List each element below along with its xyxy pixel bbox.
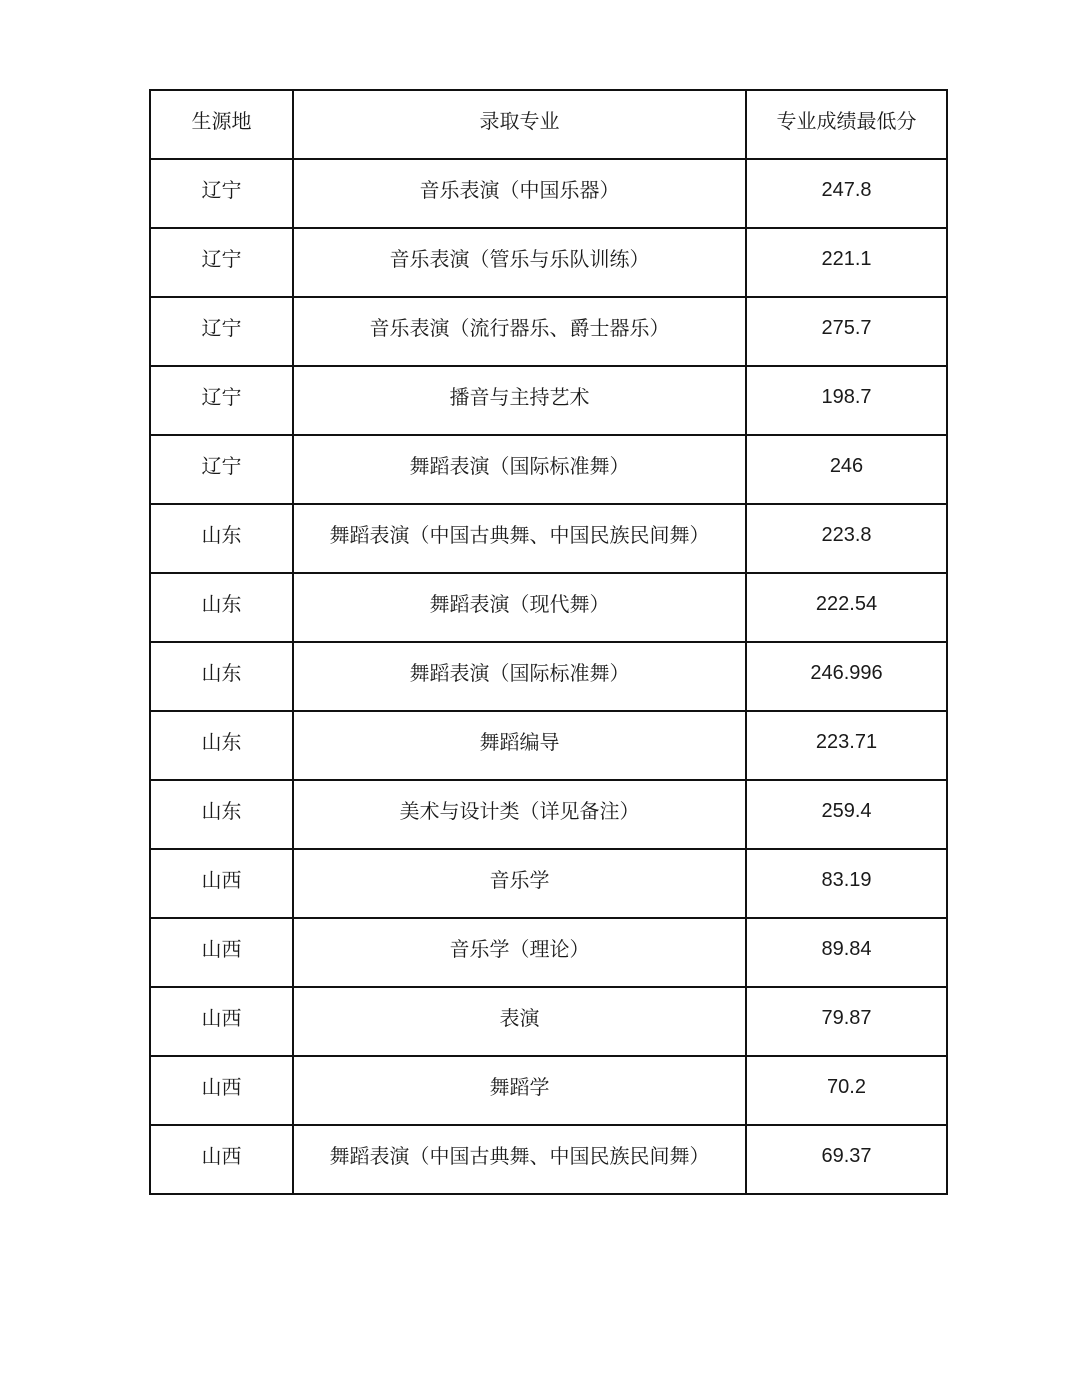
table-row: [150, 435, 947, 504]
cell-origin: 辽宁: [150, 297, 293, 366]
table-row: [150, 228, 947, 297]
cell-major: 美术与设计类（详见备注）: [293, 780, 746, 849]
table-row: [150, 504, 947, 573]
cell-major: 舞蹈表演（现代舞）: [293, 573, 746, 642]
table-row: [150, 711, 947, 780]
cell-origin: 山东: [150, 504, 293, 573]
cell-min-score: 89.84: [746, 918, 947, 987]
cell-major: 舞蹈表演（国际标准舞）: [293, 435, 746, 504]
header-major: 录取专业: [293, 90, 746, 159]
cell-min-score: 70.2: [746, 1056, 947, 1125]
cell-min-score: 83.19: [746, 849, 947, 918]
cell-major: 舞蹈表演（中国古典舞、中国民族民间舞）: [293, 504, 746, 573]
table-row: [150, 159, 947, 228]
cell-major: 舞蹈表演（中国古典舞、中国民族民间舞）: [293, 1125, 746, 1194]
cell-origin: 辽宁: [150, 228, 293, 297]
cell-major: 音乐学（理论）: [293, 918, 746, 987]
cell-major: 舞蹈表演（国际标准舞）: [293, 642, 746, 711]
table-row: [150, 1056, 947, 1125]
cell-major: 音乐表演（中国乐器）: [293, 159, 746, 228]
admission-score-table: [149, 89, 948, 1195]
cell-origin: 山东: [150, 642, 293, 711]
table-row: [150, 573, 947, 642]
table-row: [150, 849, 947, 918]
cell-min-score: 79.87: [746, 987, 947, 1056]
cell-min-score: 246.996: [746, 642, 947, 711]
cell-origin: 山东: [150, 573, 293, 642]
cell-min-score: 223.71: [746, 711, 947, 780]
table-row: [150, 642, 947, 711]
cell-origin: 辽宁: [150, 435, 293, 504]
cell-major: 音乐学: [293, 849, 746, 918]
cell-major: 舞蹈学: [293, 1056, 746, 1125]
header-min-score: 专业成绩最低分: [746, 90, 947, 159]
cell-origin: 山西: [150, 1056, 293, 1125]
cell-origin: 山西: [150, 918, 293, 987]
cell-origin: 山西: [150, 987, 293, 1056]
cell-origin: 辽宁: [150, 366, 293, 435]
header-origin: 生源地: [150, 90, 293, 159]
cell-origin: 辽宁: [150, 159, 293, 228]
cell-major: 播音与主持艺术: [293, 366, 746, 435]
table-row: [150, 297, 947, 366]
cell-min-score: 223.8: [746, 504, 947, 573]
cell-min-score: 198.7: [746, 366, 947, 435]
cell-min-score: 221.1: [746, 228, 947, 297]
cell-origin: 山东: [150, 780, 293, 849]
cell-min-score: 275.7: [746, 297, 947, 366]
table-row: [150, 366, 947, 435]
cell-min-score: 69.37: [746, 1125, 947, 1194]
cell-min-score: 246: [746, 435, 947, 504]
cell-major: 舞蹈编导: [293, 711, 746, 780]
cell-major: 音乐表演（管乐与乐队训练）: [293, 228, 746, 297]
cell-origin: 山东: [150, 711, 293, 780]
cell-min-score: 222.54: [746, 573, 947, 642]
table-row: [150, 918, 947, 987]
cell-origin: 山西: [150, 849, 293, 918]
table-row: [150, 1125, 947, 1194]
cell-major: 表演: [293, 987, 746, 1056]
cell-major: 音乐表演（流行器乐、爵士器乐）: [293, 297, 746, 366]
cell-min-score: 259.4: [746, 780, 947, 849]
table-body: [150, 159, 947, 1194]
table-header-row: [150, 90, 947, 159]
table-row: [150, 780, 947, 849]
cell-origin: 山西: [150, 1125, 293, 1194]
cell-min-score: 247.8: [746, 159, 947, 228]
table-row: [150, 987, 947, 1056]
